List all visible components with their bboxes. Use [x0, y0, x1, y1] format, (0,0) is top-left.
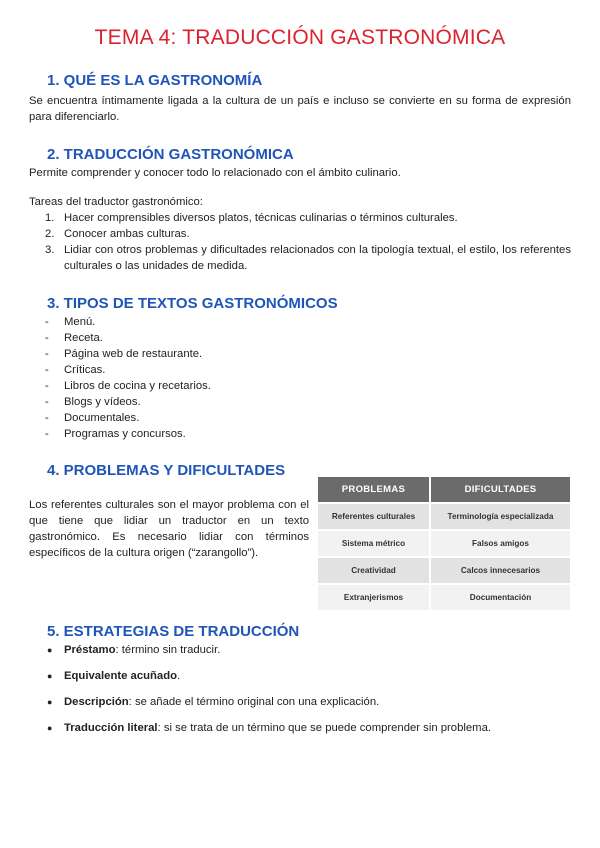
list-item: ● Préstamo: término sin traducir.: [47, 644, 221, 656]
table-cell: Falsos amigos: [430, 530, 570, 557]
list-item: - Críticas.: [45, 364, 106, 376]
table-cell: Sistema métrico: [318, 530, 430, 557]
table-cell: Referentes culturales: [318, 503, 430, 530]
section-2-heading: 2. TRADUCCIÓN GASTRONÓMICA: [47, 146, 294, 163]
list-item: - Receta.: [45, 332, 103, 344]
list-item: - Página web de restaurante.: [45, 348, 203, 360]
table-cell: Extranjerismos: [318, 584, 430, 611]
table-header-problems: PROBLEMAS: [318, 477, 430, 503]
list-item: - Programas y concursos.: [45, 428, 186, 440]
list-item: ● Equivalente acuñado.: [47, 670, 181, 682]
table-row: [318, 584, 570, 611]
list-item: - Documentales.: [45, 412, 140, 424]
list-item: 3. Lidiar con otros problemas y dificultades relacionados con la tipología textual, el estilo, los referentes culturales o las unidades de medida.: [45, 244, 571, 272]
table-row: [318, 503, 570, 530]
page-title: TEMA 4: TRADUCCIÓN GASTRONÓMICA: [94, 26, 506, 49]
section-2-text: Permite comprender y conocer todo lo relacionado con el ámbito culinario.: [29, 167, 401, 179]
section-5-heading: 5. ESTRATEGIAS DE TRADUCCIÓN: [47, 623, 300, 640]
table-row: [318, 557, 570, 584]
strategies-list: [29, 642, 571, 746]
section-4-heading: 4. PROBLEMAS Y DIFICULTADES: [47, 462, 286, 479]
list-item: ● Traducción literal: si se trata de un término que se puede comprender sin problema.: [47, 722, 491, 734]
section-3-heading: 3. TIPOS DE TEXTOS GASTRONÓMICOS: [47, 295, 338, 312]
list-item: ● Descripción: se añade el término original con una explicación.: [47, 696, 380, 708]
text-types-list: [29, 314, 571, 442]
table-cell: Calcos innecesarios: [430, 557, 570, 584]
table-header-difficulties: DIFICULTADES: [430, 477, 570, 503]
list-item: 1. Hacer comprensibles diversos platos, técnicas culinarias o términos culturales.: [45, 212, 458, 224]
table-row: [318, 530, 570, 557]
section-4-text: Los referentes culturales son el mayor problema con el que tiene que lidiar un traductor en un texto gastronómico. Es necesario lidiar con términos específicos de la cultura origen (“zarangollo”).: [29, 499, 309, 559]
section-1-text: Se encuentra íntimamente ligada a la cultura de un país e incluso se convierte en su forma de expresión para diferenciarlo.: [29, 95, 571, 123]
list-item: - Menú.: [45, 316, 96, 328]
list-item: - Libros de cocina y recetarios.: [45, 380, 211, 392]
tasks-list: [29, 210, 571, 274]
list-item: 2. Conocer ambas culturas.: [45, 228, 190, 240]
table-cell: Terminología especializada: [430, 503, 570, 530]
table-cell: Documentación: [430, 584, 570, 611]
table-cell: Creatividad: [318, 557, 430, 584]
problems-table: [318, 477, 570, 612]
section-1-heading: 1. QUÉ ES LA GASTRONOMÍA: [47, 72, 263, 89]
tasks-intro: Tareas del traductor gastronómico:: [29, 196, 203, 208]
list-item: - Blogs y vídeos.: [45, 396, 141, 408]
